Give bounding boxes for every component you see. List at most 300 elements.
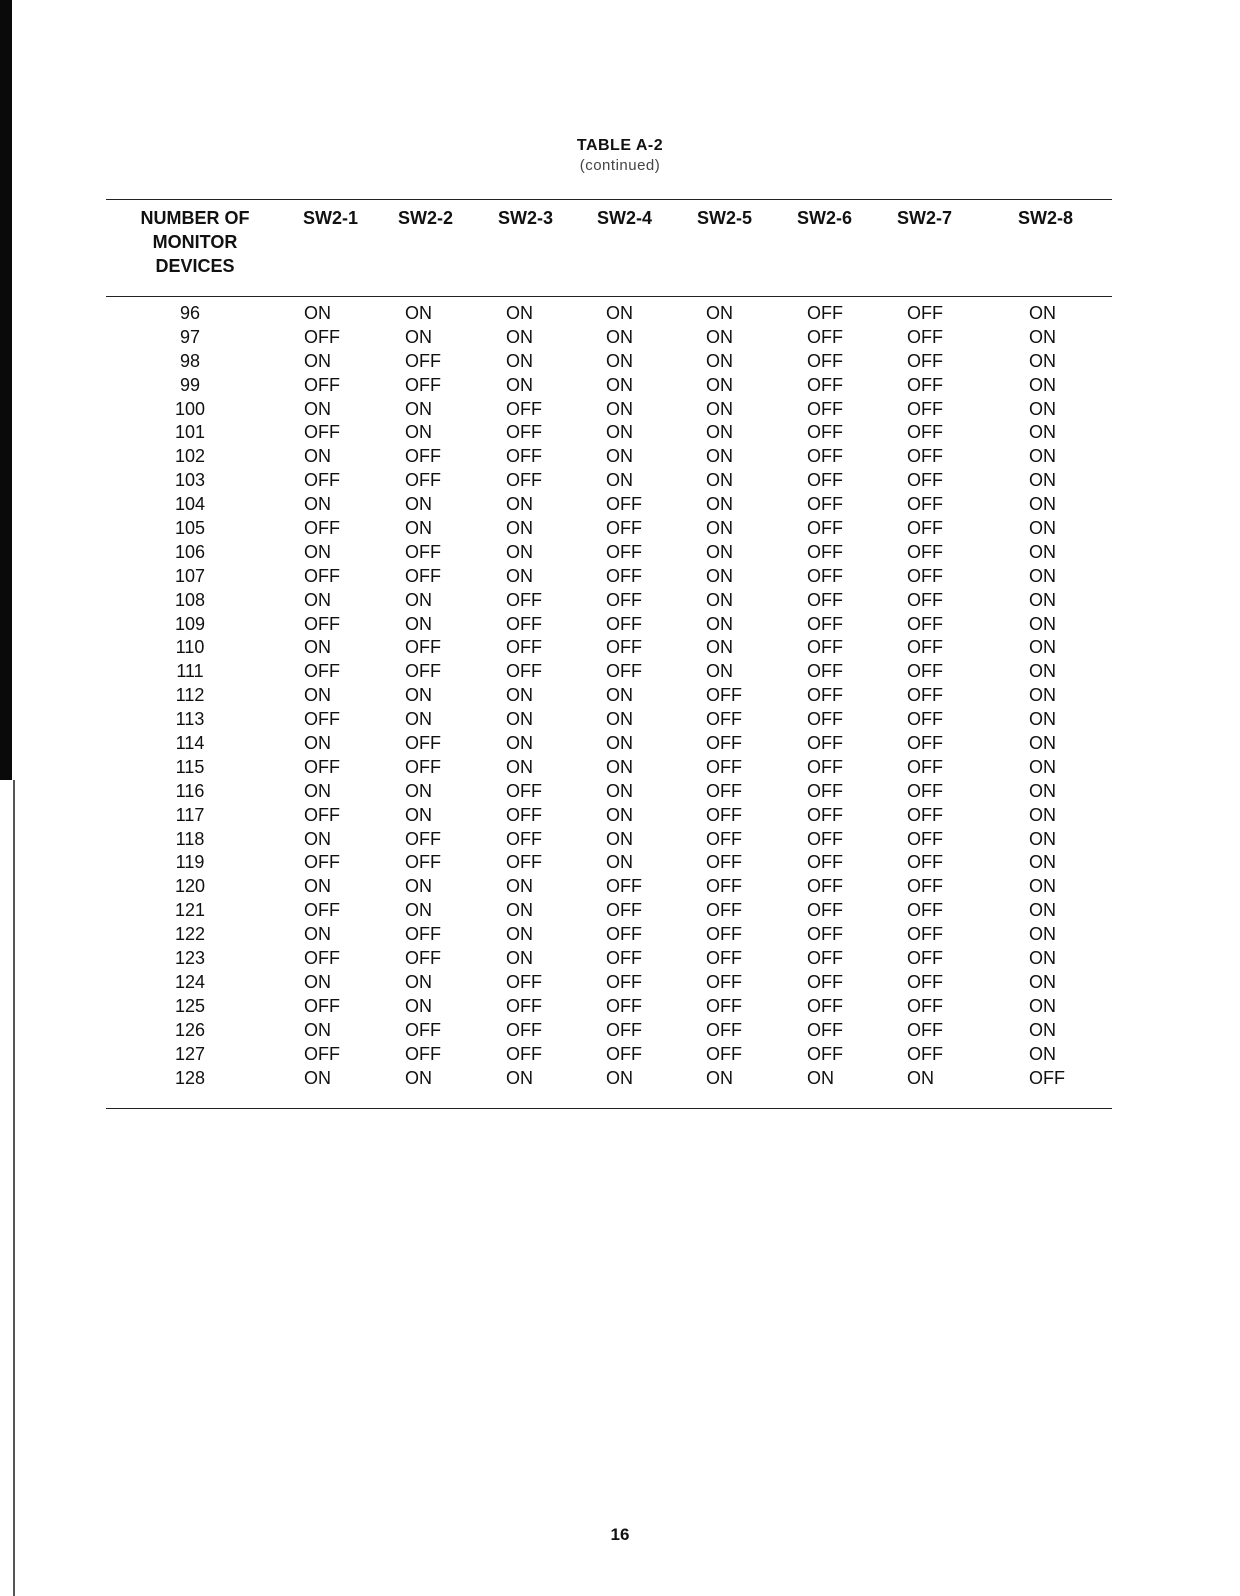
table-cell-switch-state: OFF (506, 398, 542, 419)
table-cell-switch-state: OFF (606, 613, 642, 634)
table-cell-device-count: 102 (174, 446, 206, 467)
table-row (0, 828, 1240, 852)
table-cell-switch-state: ON (1029, 613, 1056, 634)
table-cell-switch-state: ON (606, 398, 633, 419)
table-cell-switch-state: OFF (506, 1019, 542, 1040)
table-cell-switch-state: ON (1029, 494, 1056, 515)
table-cell-switch-state: OFF (907, 541, 943, 562)
table-cell-switch-state: OFF (907, 971, 943, 992)
table-row (0, 613, 1240, 637)
table-cell-switch-state: OFF (304, 661, 340, 682)
table-cell-switch-state: OFF (506, 470, 542, 491)
table-cell-switch-state: ON (506, 876, 533, 897)
table-row (0, 780, 1240, 804)
table-cell-switch-state: OFF (706, 1019, 742, 1040)
table-cell-switch-state: ON (606, 422, 633, 443)
table-cell-switch-state: ON (1029, 1019, 1056, 1040)
table-cell-switch-state: ON (706, 637, 733, 658)
table-cell-switch-state: ON (304, 1019, 331, 1040)
table-cell-switch-state: OFF (907, 852, 943, 873)
table-cell-switch-state: ON (405, 685, 432, 706)
table-cell-switch-state: OFF (807, 780, 843, 801)
table-row (0, 756, 1240, 780)
table-cell-switch-state: ON (606, 446, 633, 467)
table-cell-switch-state: ON (1029, 780, 1056, 801)
table-cell-switch-state: ON (1029, 661, 1056, 682)
table-row (0, 517, 1240, 541)
table-row (0, 1067, 1240, 1091)
table-cell-switch-state: ON (1029, 900, 1056, 921)
table-cell-switch-state: OFF (506, 613, 542, 634)
table-cell-switch-state: OFF (907, 876, 943, 897)
table-cell-switch-state: ON (706, 589, 733, 610)
table-cell-switch-state: ON (304, 1067, 331, 1088)
table-cell-switch-state: OFF (304, 852, 340, 873)
table-cell-switch-state: OFF (907, 1043, 943, 1064)
table-cell-switch-state: ON (405, 589, 432, 610)
table-cell-switch-state: OFF (506, 446, 542, 467)
table-cell-switch-state: ON (506, 756, 533, 777)
table-cell-switch-state: ON (405, 900, 432, 921)
column-header-monitor-devices (120, 206, 270, 278)
table-cell-device-count: 120 (174, 876, 206, 897)
table-cell-device-count: 96 (179, 303, 201, 323)
table-cell-switch-state: OFF (807, 518, 843, 539)
table-cell-switch-state: OFF (506, 780, 542, 801)
table-cell-switch-state: OFF (807, 398, 843, 419)
column-header-sw2-4: SW2-4 (597, 208, 653, 228)
table-cell-switch-state: ON (706, 398, 733, 419)
table-cell-switch-state: OFF (807, 756, 843, 777)
table-cell-switch-state: OFF (606, 637, 642, 658)
table-cell-switch-state: OFF (807, 995, 843, 1016)
table-cell-switch-state: ON (506, 374, 533, 395)
table-cell-switch-state: ON (706, 565, 733, 586)
table-cell-switch-state: OFF (606, 948, 642, 969)
column-header-sw2-2: SW2-2 (398, 208, 454, 228)
table-cell-switch-state: OFF (807, 1019, 843, 1040)
table-cell-switch-state: ON (706, 446, 733, 467)
table-cell-device-count: 101 (174, 422, 206, 443)
table-row (0, 851, 1240, 875)
table-cell-switch-state: ON (304, 685, 331, 706)
table-cell-switch-state: ON (1029, 804, 1056, 825)
table-cell-switch-state: ON (1029, 422, 1056, 443)
table-cell-switch-state: ON (506, 541, 533, 562)
table-cell-device-count: 107 (174, 565, 206, 586)
table-cell-device-count: 123 (174, 948, 206, 969)
table-cell-switch-state: OFF (606, 661, 642, 682)
table-cell-switch-state: OFF (807, 422, 843, 443)
table-cell-switch-state: ON (506, 900, 533, 921)
table-cell-switch-state: ON (304, 541, 331, 562)
table-cell-switch-state: OFF (807, 828, 843, 849)
table-cell-switch-state: OFF (907, 565, 943, 586)
table-cell-switch-state: ON (304, 924, 331, 945)
table-cell-switch-state: OFF (405, 350, 441, 371)
table-cell-device-count: 99 (179, 374, 201, 395)
table-cell-switch-state: OFF (405, 661, 441, 682)
table-cell-switch-state: OFF (706, 852, 742, 873)
table-cell-switch-state: ON (405, 709, 432, 730)
table-cell-switch-state: ON (1029, 350, 1056, 371)
table-cell-switch-state: ON (506, 685, 533, 706)
table-cell-device-count: 97 (179, 326, 201, 347)
table-cell-switch-state: OFF (606, 1043, 642, 1064)
table-cell-device-count: 98 (179, 350, 201, 371)
table-row (0, 302, 1240, 326)
table-cell-switch-state: OFF (907, 637, 943, 658)
table-cell-switch-state: ON (405, 780, 432, 801)
table-cell-switch-state: ON (506, 565, 533, 586)
table-cell-device-count: 114 (175, 733, 205, 754)
table-cell-switch-state: OFF (506, 804, 542, 825)
table-cell-switch-state: OFF (807, 852, 843, 873)
table-cell-device-count: 117 (175, 804, 205, 825)
table-cell-switch-state: ON (1029, 948, 1056, 969)
table-cell-switch-state: OFF (606, 541, 642, 562)
table-cell-device-count: 116 (175, 780, 205, 801)
table-cell-switch-state: OFF (907, 470, 943, 491)
table-cell-switch-state: ON (405, 326, 432, 347)
table-cell-switch-state: ON (606, 828, 633, 849)
table-cell-switch-state: ON (506, 948, 533, 969)
table-cell-switch-state: OFF (907, 350, 943, 371)
table-cell-switch-state: ON (706, 350, 733, 371)
table-cell-switch-state: OFF (807, 1043, 843, 1064)
table-cell-switch-state: OFF (807, 637, 843, 658)
table-cell-switch-state: OFF (807, 589, 843, 610)
table-cell-switch-state: OFF (304, 995, 340, 1016)
table-row (0, 398, 1240, 422)
table-bottom-rule (106, 1108, 1112, 1109)
table-cell-switch-state: ON (506, 303, 533, 323)
table-cell-device-count: 100 (174, 398, 206, 419)
table-cell-switch-state: OFF (304, 756, 340, 777)
table-cell-switch-state: ON (506, 924, 533, 945)
column-header-line: MONITOR (152, 232, 238, 252)
table-cell-switch-state: OFF (907, 995, 943, 1016)
table-cell-switch-state: OFF (606, 924, 642, 945)
table-cell-switch-state: OFF (907, 756, 943, 777)
table-cell-switch-state: ON (606, 303, 633, 323)
table-cell-device-count: 121 (174, 900, 206, 921)
table-cell-device-count: 108 (174, 589, 206, 610)
table-cell-switch-state: OFF (606, 494, 642, 515)
table-cell-switch-state: ON (907, 1067, 934, 1088)
table-row (0, 947, 1240, 971)
table-row (0, 708, 1240, 732)
table-cell-device-count: 110 (175, 637, 205, 658)
table-row (0, 660, 1240, 684)
table-cell-switch-state: ON (304, 733, 331, 754)
table-cell-switch-state: ON (405, 422, 432, 443)
table-row (0, 995, 1240, 1019)
table-cell-switch-state: ON (606, 852, 633, 873)
column-header-sw2-1: SW2-1 (303, 208, 359, 228)
table-cell-device-count: 125 (174, 995, 206, 1016)
table-cell-switch-state: ON (1029, 756, 1056, 777)
table-row (0, 899, 1240, 923)
table-cell-switch-state: OFF (907, 303, 943, 323)
table-cell-switch-state: OFF (807, 971, 843, 992)
table-cell-switch-state: ON (706, 470, 733, 491)
table-cell-switch-state: ON (606, 685, 633, 706)
table-cell-switch-state: OFF (807, 948, 843, 969)
table-cell-switch-state: OFF (304, 565, 340, 586)
table-cell-switch-state: ON (304, 589, 331, 610)
table-cell-switch-state: ON (506, 326, 533, 347)
table-cell-switch-state: ON (506, 518, 533, 539)
table-row (0, 971, 1240, 995)
table-cell-switch-state: ON (706, 1067, 733, 1088)
table-row (0, 374, 1240, 398)
table-cell-switch-state: ON (1029, 733, 1056, 754)
table-cell-switch-state: ON (706, 541, 733, 562)
table-cell-switch-state: ON (304, 350, 331, 371)
table-cell-switch-state: OFF (304, 326, 340, 347)
table-row (0, 636, 1240, 660)
table-cell-device-count: 115 (175, 756, 205, 777)
table-cell-switch-state: OFF (506, 1043, 542, 1064)
table-cell-switch-state: OFF (706, 828, 742, 849)
table-row (0, 875, 1240, 899)
table-cell-switch-state: OFF (907, 828, 943, 849)
table-cell-switch-state: OFF (907, 661, 943, 682)
table-cell-switch-state: ON (606, 470, 633, 491)
table-cell-switch-state: OFF (506, 637, 542, 658)
table-cell-switch-state: OFF (706, 756, 742, 777)
table-cell-switch-state: ON (304, 876, 331, 897)
table-cell-switch-state: ON (606, 756, 633, 777)
table-subtitle: (continued) (579, 157, 661, 174)
table-cell-switch-state: OFF (606, 589, 642, 610)
table-cell-switch-state: OFF (706, 924, 742, 945)
table-cell-switch-state: ON (606, 374, 633, 395)
table-cell-switch-state: OFF (606, 565, 642, 586)
column-header-sw2-7: SW2-7 (897, 208, 953, 228)
table-cell-switch-state: ON (506, 494, 533, 515)
table-row (0, 1043, 1240, 1067)
table-cell-switch-state: ON (706, 613, 733, 634)
table-cell-switch-state: OFF (907, 326, 943, 347)
table-cell-switch-state: OFF (506, 422, 542, 443)
table-row (0, 493, 1240, 517)
column-header-sw2-5: SW2-5 (697, 208, 753, 228)
table-row (0, 684, 1240, 708)
table-cell-switch-state: ON (506, 350, 533, 371)
table-cell-switch-state: OFF (807, 709, 843, 730)
table-cell-device-count: 109 (174, 613, 206, 634)
table-cell-switch-state: OFF (907, 422, 943, 443)
table-cell-switch-state: OFF (706, 685, 742, 706)
table-cell-switch-state: ON (304, 303, 331, 323)
table-row (0, 1019, 1240, 1043)
table-cell-switch-state: OFF (304, 374, 340, 395)
table-cell-switch-state: OFF (907, 924, 943, 945)
table-cell-switch-state: OFF (405, 637, 441, 658)
table-cell-switch-state: ON (405, 303, 432, 323)
table-cell-switch-state: OFF (807, 661, 843, 682)
table-cell-switch-state: OFF (907, 446, 943, 467)
table-row (0, 589, 1240, 613)
table-cell-switch-state: OFF (405, 852, 441, 873)
table-cell-switch-state: ON (606, 733, 633, 754)
table-cell-switch-state: OFF (907, 948, 943, 969)
column-header-sw2-8: SW2-8 (1018, 208, 1074, 228)
table-cell-switch-state: ON (1029, 971, 1056, 992)
table-cell-switch-state: OFF (506, 828, 542, 849)
table-cell-switch-state: OFF (907, 900, 943, 921)
table-row (0, 541, 1240, 565)
table-cell-switch-state: ON (405, 804, 432, 825)
table-row (0, 565, 1240, 589)
table-cell-switch-state: OFF (807, 541, 843, 562)
table-cell-switch-state: OFF (907, 733, 943, 754)
table-cell-switch-state: OFF (907, 494, 943, 515)
table-top-rule (106, 199, 1112, 200)
table-cell-switch-state: ON (1029, 470, 1056, 491)
table-cell-switch-state: ON (706, 374, 733, 395)
table-cell-switch-state: OFF (506, 852, 542, 873)
table-cell-switch-state: ON (304, 780, 331, 801)
table-cell-switch-state: OFF (706, 733, 742, 754)
table-cell-switch-state: OFF (807, 924, 843, 945)
table-cell-switch-state: OFF (304, 804, 340, 825)
table-cell-switch-state: ON (1029, 709, 1056, 730)
table-cell-switch-state: OFF (807, 446, 843, 467)
table-row (0, 445, 1240, 469)
table-cell-switch-state: ON (706, 422, 733, 443)
table-cell-switch-state: OFF (706, 709, 742, 730)
table-cell-switch-state: ON (405, 494, 432, 515)
table-cell-switch-state: OFF (304, 709, 340, 730)
table-cell-switch-state: ON (606, 326, 633, 347)
table-cell-switch-state: ON (405, 971, 432, 992)
table-row (0, 421, 1240, 445)
table-cell-switch-state: ON (1029, 876, 1056, 897)
table-cell-switch-state: ON (606, 804, 633, 825)
table-cell-switch-state: ON (1029, 637, 1056, 658)
table-cell-switch-state: OFF (807, 613, 843, 634)
table-cell-switch-state: ON (1029, 446, 1056, 467)
table-cell-switch-state: OFF (506, 589, 542, 610)
table-cell-device-count: 126 (174, 1019, 206, 1040)
table-title: TABLE A-2 (576, 137, 664, 154)
table-cell-switch-state: OFF (606, 876, 642, 897)
table-cell-switch-state: ON (405, 518, 432, 539)
table-cell-device-count: 127 (174, 1043, 206, 1064)
table-cell-switch-state: OFF (907, 804, 943, 825)
table-cell-switch-state: OFF (304, 613, 340, 634)
table-cell-switch-state: ON (606, 1067, 633, 1088)
page-number: 16 (610, 1525, 630, 1544)
table-cell-switch-state: ON (405, 1067, 432, 1088)
table-cell-device-count: 118 (175, 828, 205, 849)
table-cell-device-count: 128 (174, 1067, 206, 1088)
table-cell-switch-state: OFF (807, 326, 843, 347)
table-cell-switch-state: ON (807, 1067, 834, 1088)
table-cell-switch-state: OFF (405, 446, 441, 467)
table-cell-switch-state: ON (1029, 995, 1056, 1016)
table-cell-device-count: 106 (174, 541, 206, 562)
table-cell-switch-state: ON (1029, 828, 1056, 849)
table-cell-switch-state: ON (606, 709, 633, 730)
table-cell-switch-state: OFF (907, 589, 943, 610)
table-cell-switch-state: OFF (405, 1019, 441, 1040)
table-cell-switch-state: OFF (907, 1019, 943, 1040)
table-cell-switch-state: ON (405, 995, 432, 1016)
table-cell-switch-state: OFF (807, 685, 843, 706)
table-cell-switch-state: OFF (706, 948, 742, 969)
table-cell-switch-state: ON (706, 303, 733, 323)
table-cell-switch-state: OFF (304, 900, 340, 921)
table-cell-device-count: 113 (175, 709, 205, 730)
table-cell-switch-state: ON (706, 661, 733, 682)
table-cell-switch-state: OFF (706, 995, 742, 1016)
table-cell-switch-state: OFF (807, 303, 843, 323)
table-cell-switch-state: OFF (304, 948, 340, 969)
table-cell-switch-state: ON (1029, 685, 1056, 706)
table-cell-switch-state: OFF (907, 613, 943, 634)
table-cell-switch-state: OFF (405, 733, 441, 754)
table-row (0, 804, 1240, 828)
table-cell-switch-state: ON (1029, 518, 1056, 539)
table-cell-switch-state: OFF (304, 422, 340, 443)
table-cell-device-count: 105 (174, 518, 206, 539)
table-cell-switch-state: OFF (506, 995, 542, 1016)
table-row (0, 326, 1240, 350)
table-cell-switch-state: OFF (807, 565, 843, 586)
table-cell-switch-state: OFF (304, 1043, 340, 1064)
table-row (0, 923, 1240, 947)
table-cell-switch-state: ON (304, 828, 331, 849)
table-row (0, 732, 1240, 756)
table-cell-switch-state: ON (304, 637, 331, 658)
column-header-sw2-6: SW2-6 (797, 208, 853, 228)
table-cell-switch-state: ON (1029, 374, 1056, 395)
column-header-line: DEVICES (155, 256, 235, 276)
table-cell-switch-state: OFF (606, 971, 642, 992)
table-cell-switch-state: OFF (506, 661, 542, 682)
table-cell-switch-state: OFF (706, 900, 742, 921)
table-cell-switch-state: OFF (405, 470, 441, 491)
table-cell-switch-state: OFF (706, 804, 742, 825)
table-cell-switch-state: ON (1029, 326, 1056, 347)
table-cell-device-count: 122 (174, 924, 206, 945)
column-header-line: NUMBER OF (140, 208, 250, 228)
table-cell-switch-state: ON (606, 350, 633, 371)
table-row (0, 469, 1240, 493)
table-cell-switch-state: ON (304, 494, 331, 515)
table-cell-switch-state: OFF (907, 374, 943, 395)
table-cell-switch-state: ON (405, 876, 432, 897)
table-cell-switch-state: ON (706, 518, 733, 539)
table-cell-switch-state: OFF (706, 780, 742, 801)
table-cell-switch-state: OFF (506, 971, 542, 992)
table-cell-switch-state: OFF (807, 374, 843, 395)
table-cell-switch-state: ON (706, 326, 733, 347)
table-cell-switch-state: ON (1029, 541, 1056, 562)
table-cell-switch-state: ON (506, 1067, 533, 1088)
table-cell-switch-state: OFF (706, 1043, 742, 1064)
table-cell-switch-state: OFF (807, 350, 843, 371)
table-cell-switch-state: ON (606, 780, 633, 801)
table-body (0, 302, 1240, 1090)
table-cell-switch-state: OFF (405, 756, 441, 777)
table-header-rule (106, 296, 1112, 297)
table-cell-switch-state: ON (1029, 924, 1056, 945)
